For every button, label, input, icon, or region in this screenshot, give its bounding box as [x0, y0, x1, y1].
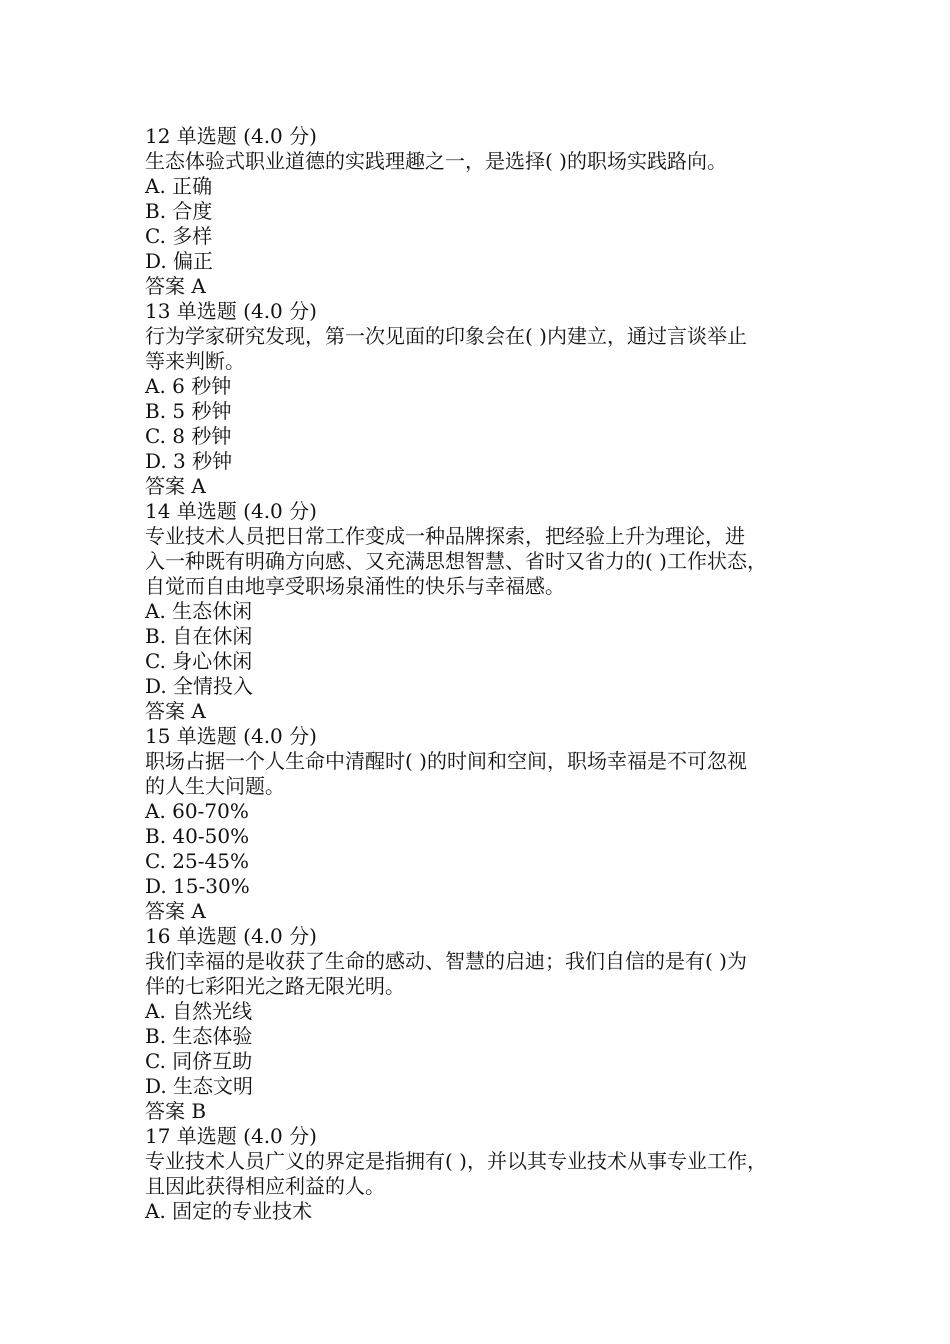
question-stem: 职场占据一个人生命中清醒时( )的时间和空间，职场幸福是不可忽视	[145, 749, 747, 773]
question-stem: 专业技术人员广义的界定是指拥有( )，并以其专业技术从事专业工作，	[145, 1149, 767, 1173]
option-d: D. 偏正	[145, 249, 214, 273]
question-header: 17 单选题 (4.0 分)	[145, 1124, 317, 1148]
option-b: B. 生态体验	[145, 1024, 253, 1048]
question-stem: 我们幸福的是收获了生命的感动、智慧的启迪；我们自信的是有( )为	[145, 949, 747, 973]
question-13	[145, 299, 825, 499]
answer: 答案 A	[145, 699, 206, 723]
question-stem: 行为学家研究发现，第一次见面的印象会在( )内建立，通过言谈举止	[145, 324, 747, 348]
option-d: D. 生态文明	[145, 1074, 254, 1098]
question-12	[145, 124, 825, 299]
option-c: C. 同侪互助	[145, 1049, 253, 1073]
question-15	[145, 724, 825, 924]
question-stem: 自觉而自由地享受职场泉涌性的快乐与幸福感。	[145, 574, 565, 598]
question-stem: 的人生大问题。	[145, 774, 285, 798]
question-header: 13 单选题 (4.0 分)	[145, 299, 317, 323]
option-c: C. 8 秒钟	[145, 424, 232, 448]
question-17	[145, 1124, 825, 1224]
option-b: B. 合度	[145, 199, 213, 223]
option-c: C. 25-45%	[145, 849, 249, 873]
option-d: D. 全情投入	[145, 674, 254, 698]
question-16	[145, 924, 825, 1124]
option-a: A. 6 秒钟	[145, 374, 232, 398]
answer: 答案 A	[145, 274, 206, 298]
question-stem: 伴的七彩阳光之路无限光明。	[145, 974, 405, 998]
question-header: 16 单选题 (4.0 分)	[145, 924, 317, 948]
option-c: C. 多样	[145, 224, 213, 248]
option-b: B. 5 秒钟	[145, 399, 232, 423]
question-stem: 入一种既有明确方向感、又充满思想智慧、省时又省力的( )工作状态，	[145, 549, 767, 573]
answer: 答案 A	[145, 474, 206, 498]
option-b: B. 40-50%	[145, 824, 250, 848]
answer: 答案 A	[145, 899, 206, 923]
document-page	[145, 124, 825, 1224]
option-a: A. 生态休闲	[145, 599, 253, 623]
question-stem: 专业技术人员把日常工作变成一种品牌探索，把经验上升为理论，进	[145, 524, 745, 548]
option-b: B. 自在休闲	[145, 624, 253, 648]
question-stem: 生态体验式职业道德的实践理趣之一，是选择( )的职场实践路向。	[145, 149, 727, 173]
question-stem: 且因此获得相应利益的人。	[145, 1174, 385, 1198]
question-header: 12 单选题 (4.0 分)	[145, 124, 317, 148]
option-a: A. 固定的专业技术	[145, 1199, 313, 1223]
question-header: 14 单选题 (4.0 分)	[145, 499, 317, 523]
question-header: 15 单选题 (4.0 分)	[145, 724, 317, 748]
option-d: D. 3 秒钟	[145, 449, 233, 473]
option-c: C. 身心休闲	[145, 649, 253, 673]
answer: 答案 B	[145, 1099, 207, 1123]
option-a: A. 60-70%	[145, 799, 249, 823]
option-a: A. 自然光线	[145, 999, 253, 1023]
question-14	[145, 499, 825, 724]
question-stem: 等来判断。	[145, 349, 245, 373]
option-a: A. 正确	[145, 174, 213, 198]
option-d: D. 15-30%	[145, 874, 250, 898]
